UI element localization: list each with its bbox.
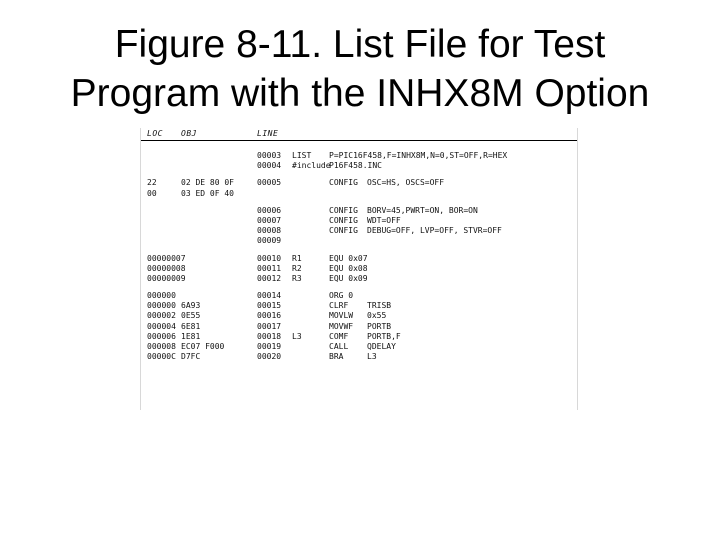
blank-line xyxy=(147,171,575,178)
operand-cell: L3 xyxy=(367,352,377,362)
source-cell: P=PIC16F458,F=INHX8M,N=0,ST=OFF,R=HEX xyxy=(329,151,508,160)
line-number-cell: 00017 xyxy=(257,321,282,331)
operand-cell: OSC=HS, OSCS=OFF xyxy=(367,178,445,188)
line-number-cell: 00019 xyxy=(257,342,282,351)
loc-cell: 00 xyxy=(147,188,157,198)
line-number-cell: 00008 xyxy=(257,226,282,236)
line-number-cell: 00014 xyxy=(257,291,282,301)
listing-row xyxy=(147,342,575,352)
line-number-cell: 00010 xyxy=(257,253,282,263)
line-number-cell: 00003 xyxy=(257,151,282,160)
listing-row xyxy=(147,254,575,264)
operand-cell: TRISB xyxy=(367,301,392,311)
operand-cell: DEBUG=OFF, LVP=OFF, STVR=OFF xyxy=(367,226,502,236)
operand-cell: QDELAY xyxy=(367,342,396,351)
slide-title-line-2: Program with the INHX8M Option xyxy=(70,72,650,115)
loc-cell: 000000 xyxy=(147,301,176,311)
listing-row xyxy=(147,151,575,161)
source-cell: CONFIG xyxy=(329,178,358,188)
obj-column-header: OBJ xyxy=(181,129,197,138)
listing-row xyxy=(147,189,575,199)
listing-row xyxy=(147,322,575,332)
obj-cell: D7FC xyxy=(181,352,201,362)
loc-cell: 00000008 xyxy=(147,263,186,273)
operand-cell: 0x55 xyxy=(367,311,387,321)
operand-cell: BORV=45,PWRT=ON, BOR=ON xyxy=(367,205,478,215)
line-number-cell: 00007 xyxy=(257,215,282,225)
loc-cell: 00000C xyxy=(147,352,176,362)
obj-cell: EC07 F000 xyxy=(181,342,225,351)
line-number-cell: 00020 xyxy=(257,352,282,362)
source-cell: ORG 0 xyxy=(329,291,354,301)
line-number-cell: 00005 xyxy=(257,178,282,188)
source-cell: MOVLW xyxy=(329,311,354,321)
slide-title-line-1: Figure 8-11. List File for Test xyxy=(114,23,606,66)
label-cell: #include xyxy=(292,161,331,171)
listing-row xyxy=(147,206,575,216)
source-cell: CONFIG xyxy=(329,205,358,215)
loc-cell: 000000 xyxy=(147,291,176,301)
obj-cell: 6A93 xyxy=(181,301,201,311)
source-cell: COMF xyxy=(329,331,349,341)
blank-line xyxy=(147,199,575,206)
operand-cell: WDT=OFF xyxy=(367,215,401,225)
listing-row xyxy=(147,226,575,236)
blank-line xyxy=(147,284,575,291)
line-number-cell: 00006 xyxy=(257,205,282,215)
source-cell: EQU 0x09 xyxy=(329,273,368,283)
loc-cell: 000006 xyxy=(147,331,176,341)
source-cell: CONFIG xyxy=(329,215,358,225)
source-cell: CONFIG xyxy=(329,226,358,236)
obj-cell: 02 DE 80 0F xyxy=(181,178,234,188)
label-cell: LIST xyxy=(292,151,312,160)
source-cell: BRA xyxy=(329,352,344,362)
label-cell: L3 xyxy=(292,331,302,341)
source-cell: CLRF xyxy=(329,301,349,311)
line-number-cell: 00009 xyxy=(257,236,282,246)
listing-row xyxy=(147,352,575,362)
line-number-cell: 00011 xyxy=(257,263,282,273)
obj-cell: 6E81 xyxy=(181,321,201,331)
line-column-header: LINE xyxy=(257,129,279,138)
source-cell: MOVWF xyxy=(329,321,354,331)
source-cell: P16F458.INC xyxy=(329,161,382,171)
listing-header xyxy=(141,128,577,141)
listing-row xyxy=(147,161,575,171)
source-cell: CALL xyxy=(329,342,349,351)
loc-cell: 000004 xyxy=(147,321,176,331)
source-cell: EQU 0x08 xyxy=(329,263,368,273)
line-number-cell: 00018 xyxy=(257,331,282,341)
listing-row xyxy=(147,311,575,321)
operand-cell: PORTB xyxy=(367,321,392,331)
listing-row xyxy=(147,216,575,226)
obj-cell: 03 ED 0F 40 xyxy=(181,188,234,198)
listing-row xyxy=(147,301,575,311)
slide-title xyxy=(0,20,720,118)
label-cell: R2 xyxy=(292,263,302,273)
list-file-screenshot xyxy=(140,128,578,410)
obj-cell: 1E81 xyxy=(181,331,201,341)
loc-cell: 00000007 xyxy=(147,253,186,263)
loc-cell: 22 xyxy=(147,178,157,188)
line-number-cell: 00015 xyxy=(257,301,282,311)
loc-cell: 000002 xyxy=(147,311,176,321)
obj-cell: 0E55 xyxy=(181,311,201,321)
listing-rows xyxy=(147,151,575,362)
listing-row xyxy=(147,274,575,284)
listing-row xyxy=(147,264,575,274)
line-number-cell: 00016 xyxy=(257,311,282,321)
loc-column-header: LOC xyxy=(147,129,163,138)
listing-row xyxy=(147,178,575,188)
listing-row xyxy=(147,332,575,342)
loc-cell: 00000009 xyxy=(147,273,186,283)
listing-row xyxy=(147,291,575,301)
label-cell: R3 xyxy=(292,273,302,283)
source-cell: EQU 0x07 xyxy=(329,253,368,263)
loc-cell: 000008 xyxy=(147,342,176,351)
operand-cell: PORTB,F xyxy=(367,331,401,341)
listing-row xyxy=(147,236,575,246)
line-number-cell: 00012 xyxy=(257,273,282,283)
label-cell: R1 xyxy=(292,253,302,263)
blank-line xyxy=(147,247,575,254)
line-number-cell: 00004 xyxy=(257,161,282,171)
